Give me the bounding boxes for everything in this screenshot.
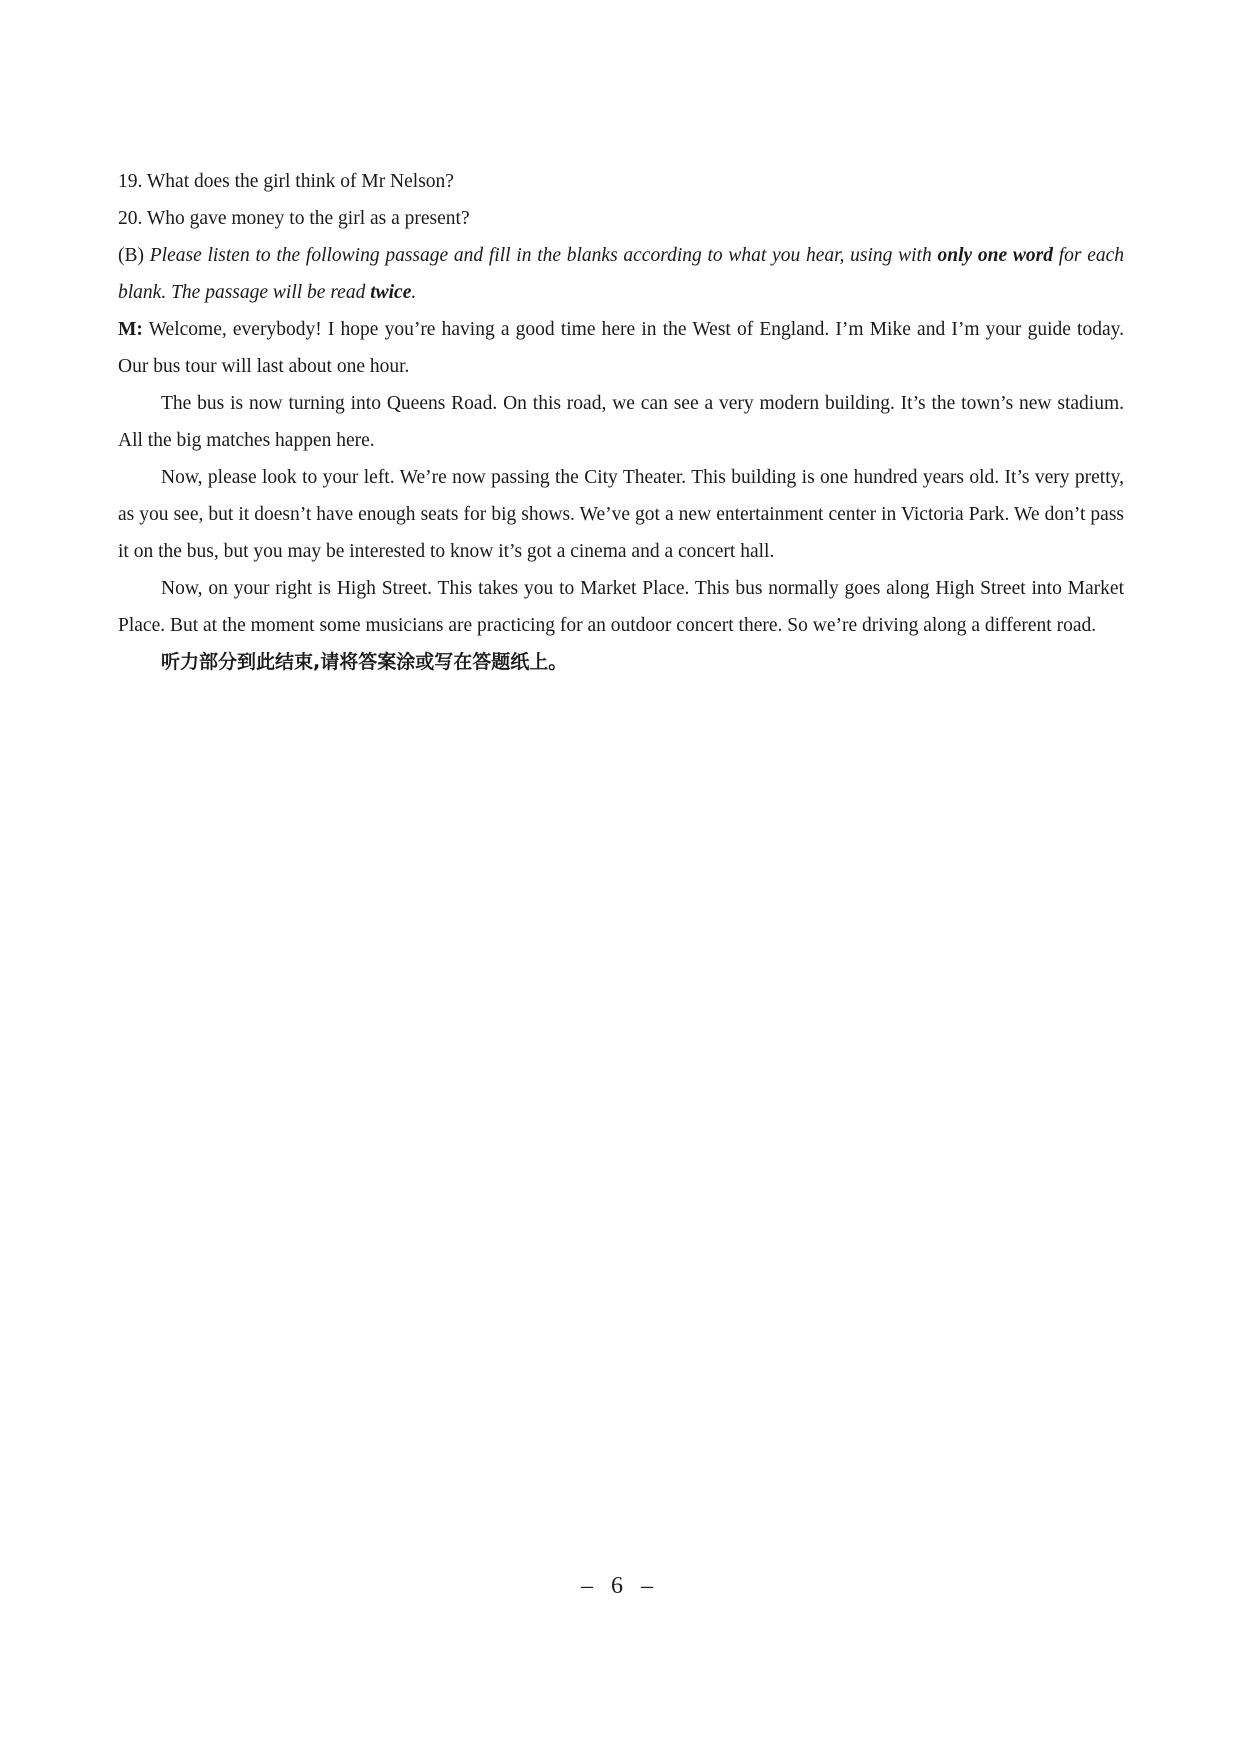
instruction-text-1: Please listen to the following passage and fill in the blanks according to what you hear, using with [149,245,932,266]
passage-paragraph-2: The bus is now turning into Queens Road. On this road, we can see a very modern building. It’s the town’s new stadium. All the big matches happen here. [118,393,1124,451]
speaker-label: M: [118,319,143,340]
question-20: 20. Who gave money to the girl as a present? [118,208,470,229]
section-b-label: (B) [118,245,144,266]
instruction-bold-twice: twice [370,282,412,303]
passage-paragraph-4: Now, on your right is High Street. This takes you to Market Place. This bus normally goes along High Street into Market Place. But at the moment some musicians are practicing for an outdoor concert there. So we’re driving along a different road. [118,578,1124,636]
passage-paragraph-3: Now, please look to your left. We’re now passing the City Theater. This building is one hundred years old. It’s very pretty, as you see, but it doesn’t have enough seats for big shows. We’ve got a new entertainment center in Victoria Park. We don’t pass it on the bus, but you may be interested to know it’s got a cinema and a concert hall. [118,467,1124,562]
section-b-instructions [118,237,1124,311]
passage-paragraph-1-text: Welcome, everybody! I hope you’re having a good time here in the West of England. I’m Mike and I’m your guide today. Our bus tour will last about one hour. [118,319,1124,377]
passage-paragraph-1 [118,311,1124,385]
page-number: – 6 – [581,1573,659,1599]
question-19: 19. What does the girl think of Mr Nelson? [118,171,454,192]
closing-note: 听力部分到此结束,请将答案涂或写在答题纸上。 [161,651,568,673]
instruction-end: . [411,282,417,303]
instruction-bold-only-one-word: only one word [937,245,1053,266]
instruction-text-2: for each blank. The passage will be read [118,245,1125,303]
page-content [118,163,1124,681]
